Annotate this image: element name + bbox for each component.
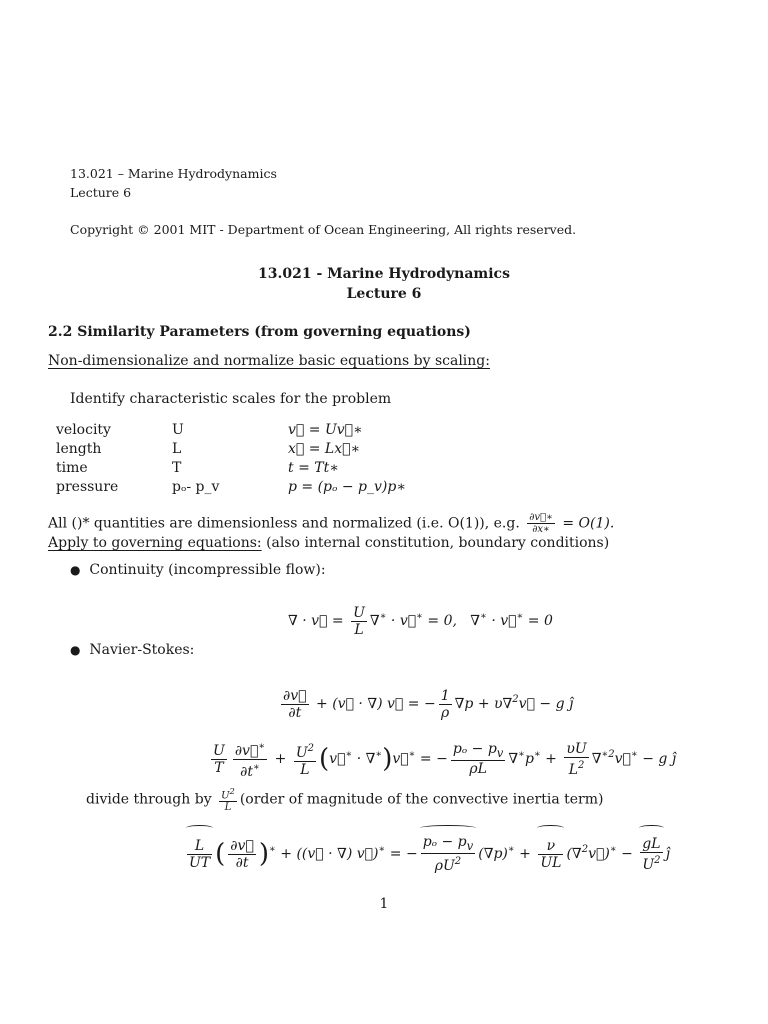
scale-relation: t = Tt∗ — [288, 460, 339, 476]
page-number: 1 — [379, 896, 389, 912]
navier-stokes-equation: $\frac{\partial v⃗}{\partial t}$ + (v⃗ · ∇) v⃗ = − $\frac{1}{\rho}$ ∇p + υ∇$^2$v⃗ − g ĵ — [283, 687, 574, 721]
scale-symbol: L — [172, 441, 182, 457]
example-derivative: $\frac{\partial v⃗∗}{\partial x∗}$ — [529, 512, 553, 535]
bullet-dot-icon: ● — [70, 643, 81, 657]
divide-sentence — [86, 786, 604, 814]
nondimensional-equation: $\frac{L}{UT}$ ( $\frac{\partial v⃗}{\partial t}$ )∗ + ((v⃗ · ∇) v⃗)∗ = − $\frac{p_o - p_v}{\rho U^2}$ (∇p)∗ + $\frac{\nu}{UL}$ (∇$^2$v⃗)∗ − $\frac{gL}{U^2}$ ĵ — [184, 826, 670, 874]
bullet-continuity — [70, 562, 326, 578]
bullet-continuity-label: Continuity (incompressible flow): — [89, 562, 326, 578]
scale-symbol: T — [172, 460, 182, 476]
scale-quantity: pressure — [56, 479, 119, 495]
apply-rest: (also internal constitution, boundary conditions) — [261, 535, 610, 551]
divide-rest: (order of magnitude of the convective inertia term) — [239, 791, 604, 808]
scaled-navier-stokes-equation: $\frac{U}{T}$ $\frac{\partial v⃗^∗}{\partial t^∗}$ + $\frac{U^2}{L}$ (v⃗∗ · ∇∗)v⃗∗ = − $\frac{p_o - p_v}{\rho L}$ ∇∗p∗ + $\frac{\upsilon U}{L^2}$ ∇$^{∗2}$v⃗∗ − g ĵ — [213, 740, 677, 780]
section-heading: 2.2 Similarity Parameters (from governing equations) — [48, 324, 471, 340]
bullet-dot-icon: ● — [70, 563, 81, 577]
scale-relation: x⃗ = Lx⃗∗ — [288, 441, 361, 457]
document-subtitle: Lecture 6 — [346, 286, 422, 302]
document-title: 13.021 - Marine Hydrodynamics — [258, 266, 510, 282]
scale-relation: v⃗ = Uv⃗∗ — [288, 422, 363, 438]
copyright-notice: Copyright © 2001 MIT - Department of Ocean Engineering, All rights reserved. — [70, 222, 577, 237]
section-subheading: Non-dimensionalize and normalize basic equations by scaling: — [48, 353, 490, 369]
scale-symbol: U — [172, 422, 184, 438]
dimensionless-note-text: All ()* quantities are dimensionless and normalized (i.e. O(1)), e.g. — [48, 515, 520, 532]
dimensionless-note-end: = O(1). — [562, 515, 615, 532]
apply-sentence — [48, 535, 609, 551]
apply-label: Apply to governing equations: — [48, 535, 262, 551]
intro-text: Identify characteristic scales for the problem — [70, 391, 392, 407]
scale-quantity: velocity — [56, 422, 111, 438]
divide-text: divide through by — [86, 791, 212, 808]
header-lecture: Lecture 6 — [70, 185, 132, 200]
scale-relation: p = (pₒ − p_v)p∗ — [288, 479, 406, 495]
header-course: 13.021 – Marine Hydrodynamics — [70, 166, 277, 181]
dimensionless-note — [48, 512, 614, 534]
convective-scale-fraction: $\frac{U^2}{L}$ — [221, 786, 235, 814]
scale-symbol: pₒ- p_v — [172, 479, 220, 495]
bullet-navier-stokes-label: Navier-Stokes: — [89, 642, 195, 658]
bullet-navier-stokes — [70, 642, 194, 658]
scale-quantity: length — [56, 441, 102, 457]
scale-quantity: time — [56, 460, 88, 476]
continuity-equation: ∇ · v⃗ = $\frac{U}{L}$ ∇∗ · v⃗∗ = 0, ∇∗ · v⃗∗ = 0 — [288, 604, 553, 638]
